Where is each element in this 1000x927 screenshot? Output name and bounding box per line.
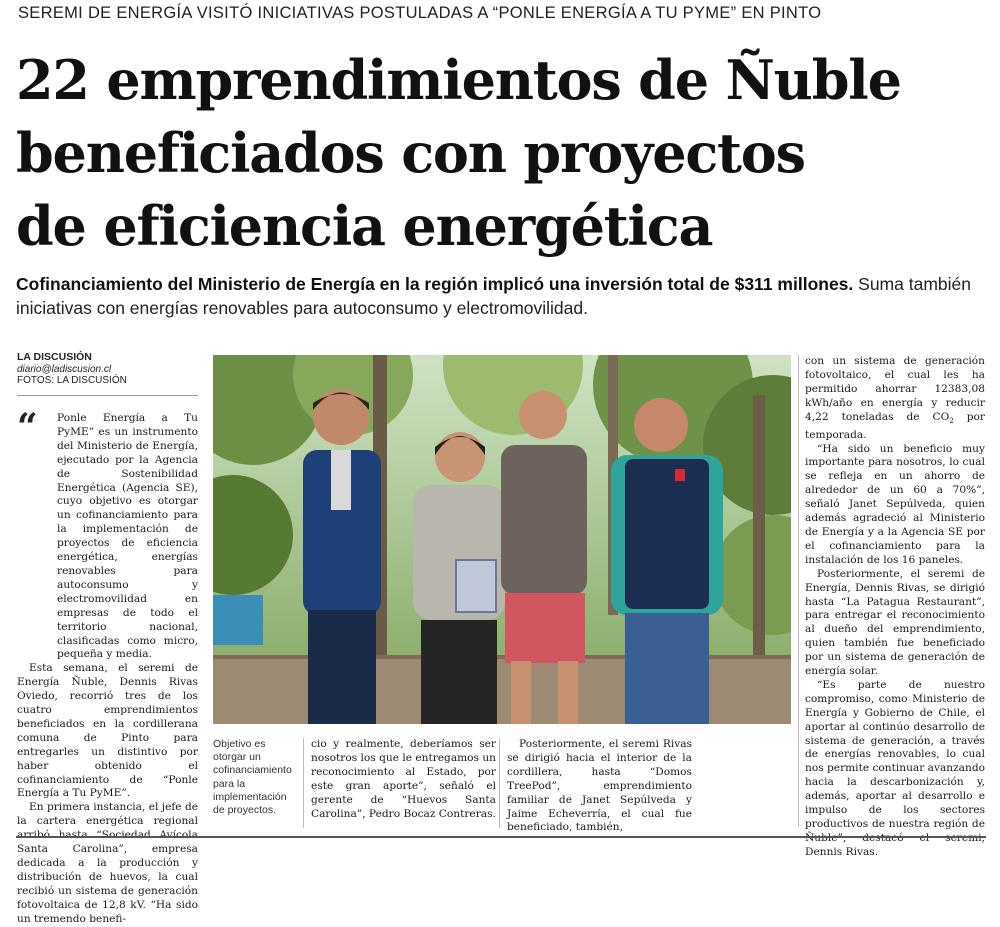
col1-paragraph-1: Ponle Energía a Tu PyME” es un instrumento del Ministerio de Energía, ejecutado por la Agencia de Sostenibilidad Energética (Agencia SE), cuyo objetivo es otorgar un cofinanciamiento para la implementación de proyectos de eficiencia energética, energías renovables para autoconsumo y electromovilidad en empresas de todo el territorio nacional, clasificadas como micro, pequeña y media.: [57, 412, 198, 661]
headline: [16, 44, 996, 263]
article-column-1: [17, 406, 198, 927]
article-column-3: [507, 738, 692, 835]
photo-illustration: [213, 355, 791, 724]
col4-paragraph-1-text: con un sistema de generación fotovoltaico, el cual les ha permitido ahorrar 12383,08 kWh/año en energía y reducir 4,22 toneladas de CO: [805, 355, 985, 423]
col2-paragraph-1: cio y realmente, deberíamos ser nosotros los que le entregamos un reconocimiento al Estado, por este gran aporte”, señaló el gerente de “Huevos Santa Carolina”, Pedro Bocaz Contreras.: [311, 738, 497, 820]
col4-paragraph-1: [805, 355, 985, 443]
article-photo: [213, 355, 791, 724]
byline-rule: [17, 395, 198, 396]
col4-paragraph-2: “Ha sido un beneficio muy importante para nosotros, lo cual se refleja en un ahorro de alrededor de un 60 a 70%”, señaló Janet Sepúlveda, quien además agradeció al Ministerio de Energía y a la Agencia SE por el cofinanciamiento para la instalación de los 16 paneles.: [805, 442, 985, 566]
deck-bold: Cofinanciamiento del Ministerio de Energía en la región implicó una inversión total de $311 millones.: [16, 274, 854, 294]
column-divider: [499, 738, 500, 828]
headline-line-3: de eficiencia energética: [16, 194, 713, 258]
headline-line-1: 22 emprendimientos de Ñuble: [16, 48, 901, 112]
deck: [16, 272, 986, 320]
byline-photos: FOTOS: LA DISCUSIÓN: [17, 375, 127, 386]
col4-paragraph-1-end: por temporada.: [805, 410, 985, 441]
col1-paragraph-2: Esta semana, el seremi de Energía Ñuble, Dennis Rivas Oviedo, recorrió tres de los cuatro emprendimientos beneficiados en la cordillerana comuna de Pinto para entregarles un distintivo por haber obtenido el cofinanciamiento de “Ponle Energía a Tu PyME”.: [17, 662, 198, 800]
co2-subscript: 2: [949, 416, 954, 425]
byline: [17, 352, 207, 387]
kicker: SEREMI DE ENERGÍA VISITÓ INICIATIVAS POSTULADAS A “PONLE ENERGÍA A TU PYME” EN PINTO: [18, 4, 822, 22]
column-divider: [798, 355, 799, 827]
col1-paragraph-3: En primera instancia, el jefe de la cartera energética regional Santa Carolina”, empresa dedicada a la producción y distribución de huevos, la cual recibió un sistema de generación fotovoltaica de 12,8 kV. “Ha sido un tremendo benefi-: [17, 801, 198, 925]
col4-paragraph-4: “Es parte de nuestro compromiso, como Ministerio de Energía y Gobierno de Chile, el aportar al continúo desarrollo de sistema de generación, a través de energías renovables, lo cual nos permite continuar avanzando hacia la descarbonización y, además, aportar al desarrollo e impulso de los sectores productivos de nuestra región de Dennis Rivas.: [805, 678, 985, 858]
photo-caption: Objetivo es otorgar un cofinanciamiento para la implementación de proyectos.: [213, 738, 292, 817]
article-column-2: [311, 738, 496, 821]
byline-email: diario@ladiscusion.cl: [17, 363, 112, 375]
col4-paragraph-3: Posteriormente, el seremi de Energía, Dennis Rivas, se dirigió hasta “La Patagua Restaurant”, para entregar el reconocimiento al dueño del emprendimiento, quien también fue beneficiado por un sistema de generación de energía solar.: [805, 567, 985, 678]
byline-paper: LA DISCUSIÓN: [17, 351, 92, 363]
deck-regular: Suma también iniciativas con energías renovables para autoconsumo y electromovilidad.: [16, 274, 971, 318]
opening-quote-mark: “: [17, 406, 38, 448]
col3-paragraph-1: Posteriormente, el seremi Rivas se dirigió hacia el interior de la cordillera, hasta “Domos TreePod”, emprendimiento familiar de Janet Sepúlveda y Jaime Echeverría, el cual fue beneficiado, también,: [507, 738, 692, 834]
headline-line-2: beneficiados con proyectos: [16, 121, 805, 185]
column-divider: [303, 738, 304, 828]
article-column-4: [805, 355, 985, 860]
bottom-rule: [16, 836, 986, 838]
